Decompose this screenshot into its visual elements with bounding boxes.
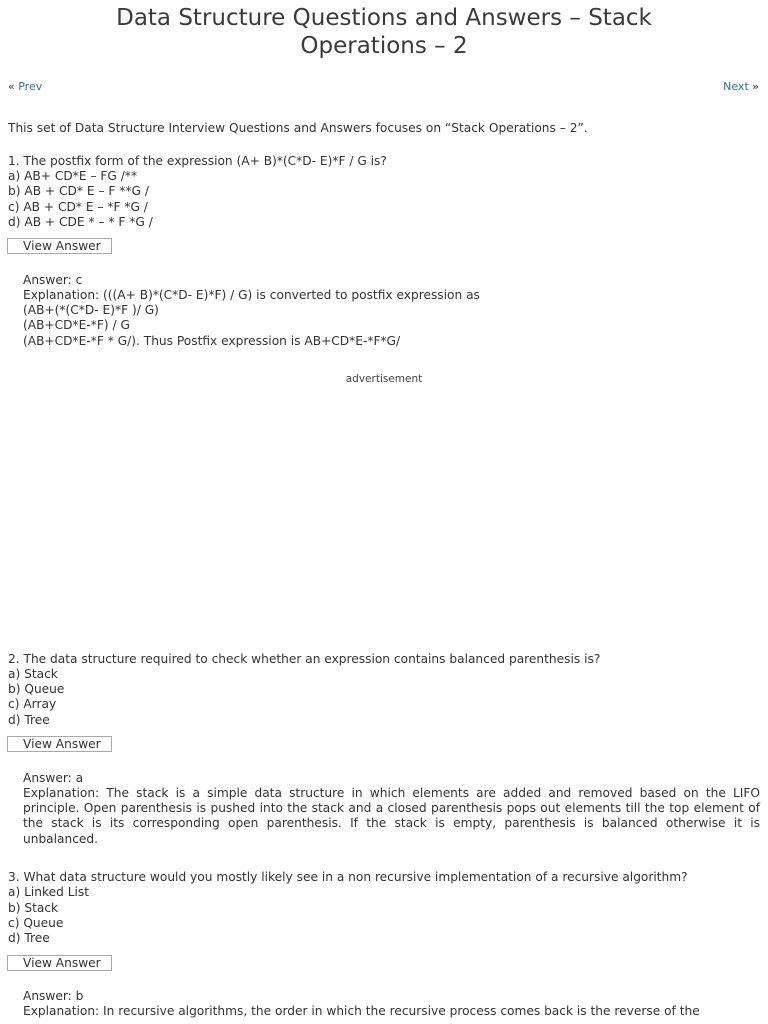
advertisement-label: advertisement [345, 373, 423, 385]
question-1-text: 1. The postfix form of the expression (A+ B)*(C*D- E)*F / G is? [8, 154, 387, 168]
explanation-1-line2: (AB+(*(C*D- E)*F )/ G) [23, 303, 159, 317]
question-3-option-d: d) Tree [8, 931, 50, 945]
page-title-line2: Operations – 2 [300, 33, 468, 59]
explanation-2: Explanation: The stack is a simple data structure in which elements are added and removed based on the LIFO principle. Open parenthesis is pushed into the stack and a closed parenthesis pops out elements till the top element of the stack is its corresponding open parenthesis. If the stack is empty, parenthesis is balanced otherwise it is unbalanced. [23, 786, 760, 846]
explanation-1-line3: (AB+CD*E-*F) / G [23, 318, 130, 332]
explanation-1-line4: (AB+CD*E-*F * G/). Thus Postfix expression is AB+CD*E-*F*G/ [23, 334, 401, 348]
question-3-text: 3. What data structure would you mostly likely see in a non recursive implementation of a recursive algorithm? [8, 870, 688, 884]
question-3-option-a: a) Linked List [8, 885, 90, 899]
answer-2: Answer: a [23, 771, 84, 785]
page-title-line1: Data Structure Questions and Answers – Stack [116, 5, 652, 31]
next-arrow-icon: » [752, 80, 759, 93]
answer-3: Answer: b [23, 989, 84, 1003]
question-1-option-d: d) AB + CDE * – * F *G / [8, 215, 153, 229]
page-title [0, 4, 768, 60]
question-2-option-b: b) Queue [8, 682, 65, 696]
view-answer-button-2[interactable]: View Answer [7, 736, 112, 752]
question-1-option-c: c) AB + CD* E – *F *G / [8, 200, 148, 214]
view-answer-button-3[interactable]: View Answer [7, 955, 112, 971]
explanation-1-line1: Explanation: (((A+ B)*(C*D- E)*F) / G) is converted to postfix expression as [23, 288, 480, 302]
question-2-option-c: c) Array [8, 697, 57, 711]
prev-link[interactable] [8, 80, 42, 94]
prev-link-label[interactable]: Prev [18, 80, 43, 93]
question-3-option-c: c) Queue [8, 916, 64, 930]
view-answer-button-1[interactable]: View Answer [7, 238, 112, 254]
explanation-3: Explanation: In recursive algorithms, the order in which the recursive process comes back is the reverse of the [23, 1004, 700, 1018]
answer-1: Answer: c [23, 273, 83, 287]
question-2-option-a: a) Stack [8, 667, 58, 681]
question-1-option-b: b) AB + CD* E – F **G / [8, 184, 149, 198]
intro-text: This set of Data Structure Interview Questions and Answers focuses on “Stack Operations – 2”. [8, 121, 588, 135]
question-2-option-d: d) Tree [8, 713, 50, 727]
question-3-option-b: b) Stack [8, 901, 59, 915]
next-link-label[interactable]: Next [723, 80, 749, 93]
prev-arrow-icon: « [8, 80, 15, 93]
question-2-text: 2. The data structure required to check whether an expression contains balanced parenthesis is? [8, 652, 601, 666]
question-1-option-a: a) AB+ CD*E – FG /** [8, 169, 138, 183]
next-link[interactable] [723, 80, 759, 94]
